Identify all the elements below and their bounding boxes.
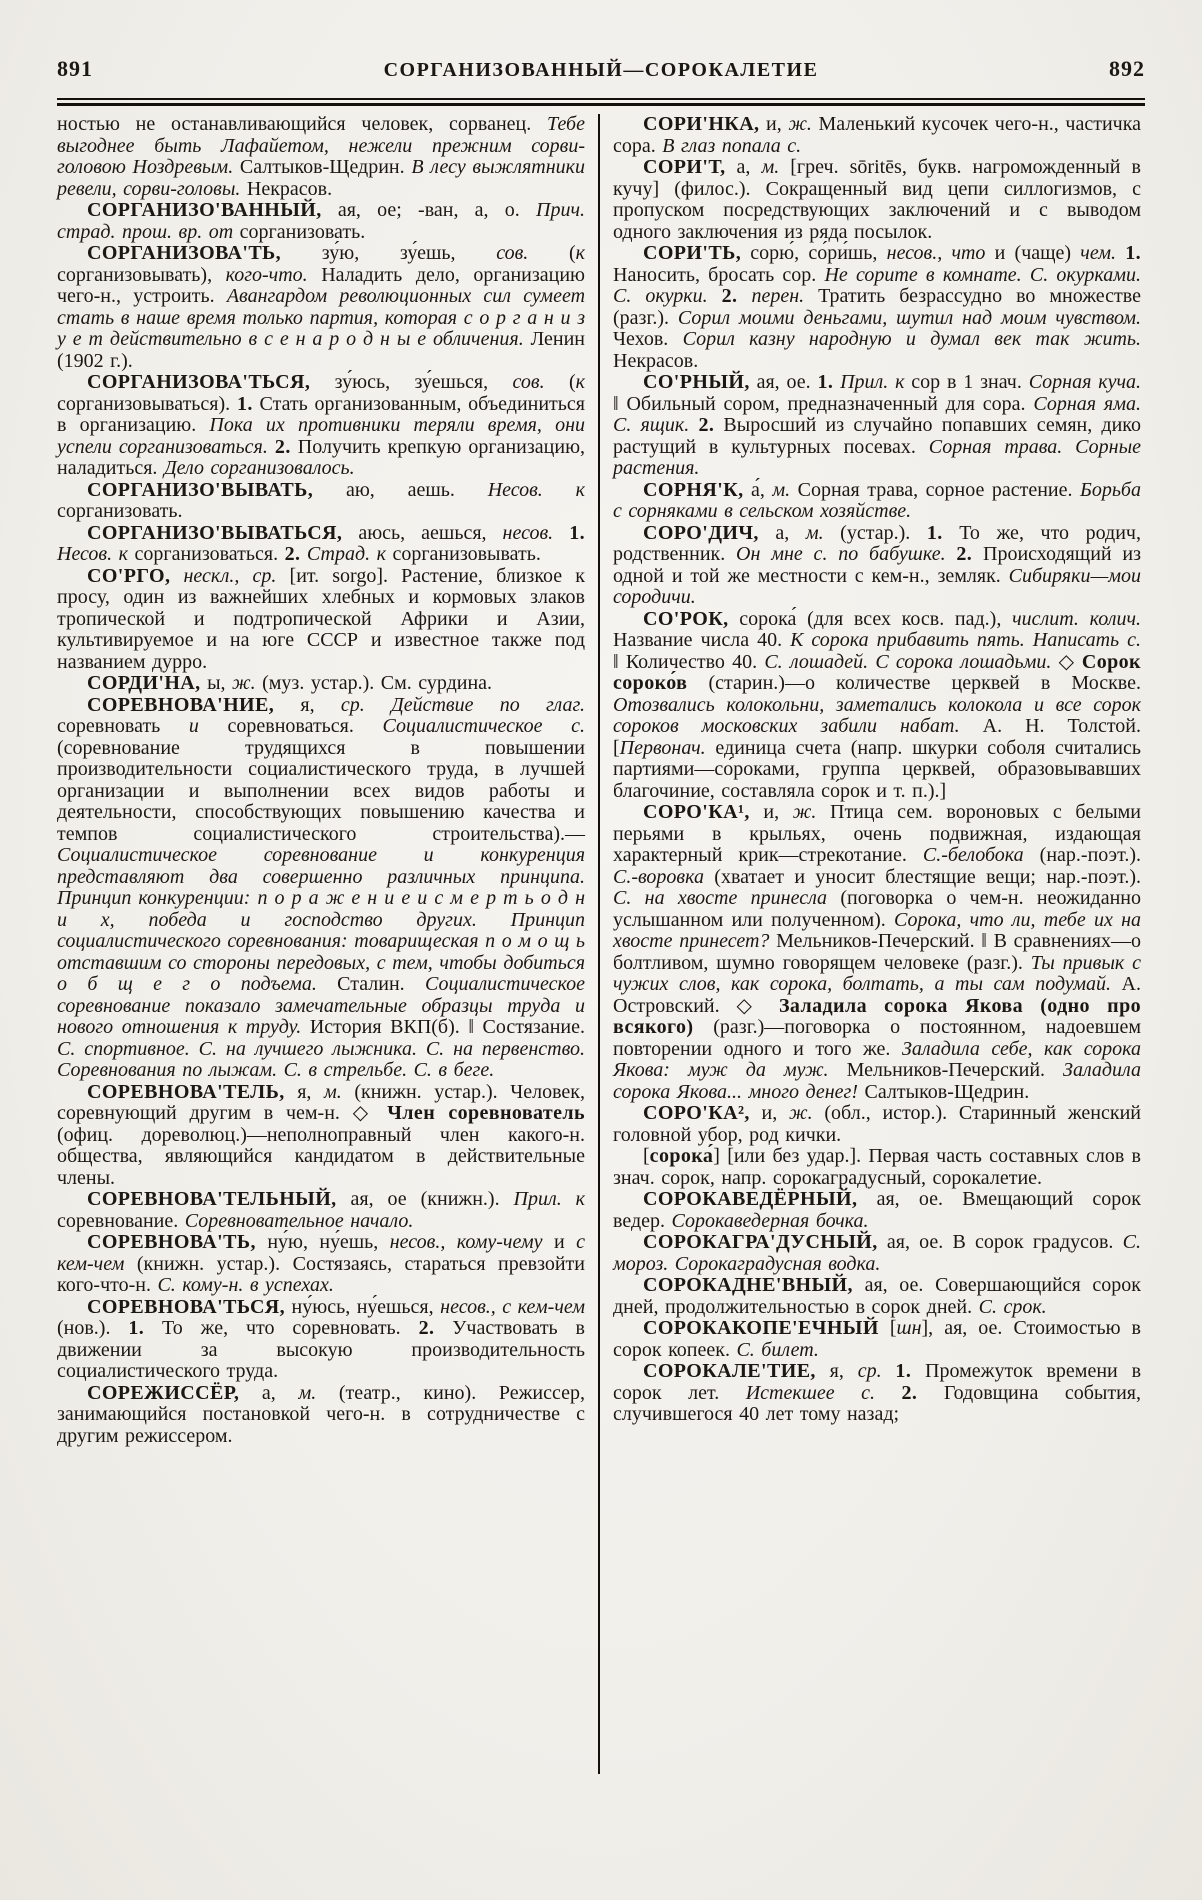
dictionary-entry: СОРГАНИЗОВА'ТЬСЯ, зу́юсь, зу́ешься, сов. (к сорганизовываться). 1. Стать организованным, объединиться в организацию. Пока их противники теряли время, они успели сорганизоваться. 2. Получить крепкую организацию, наладиться. Дело сорганизовалось.: [57, 371, 586, 479]
dictionary-entry: СОРЕВНОВА'ТЬСЯ, ну́юсь, ну́ешься, несов., с кем-чем (нов.). 1. То же, что соревновать. 2. Участвовать в движении за высокую производительность социалистического труда.: [57, 1295, 585, 1382]
headword: СОРГАНИЗОВА'ТЬСЯ,: [87, 371, 311, 393]
headword: СОРГАНИЗОВА'ТЬ,: [87, 242, 282, 264]
headword: СОРГАНИЗО'ВЫВАТЬ,: [87, 478, 314, 501]
headword: СОРИ'Т,: [643, 156, 726, 178]
dictionary-entry: СОРОКАЛЕ'ТИЕ, я, ср. 1. Промежуток времени в сорок лет. Истекшее с. 2. Годовщина события, случившегося 40 лет тому назад;: [613, 1360, 1142, 1425]
headword: СОРЕВНОВА'ТЕЛЬНЫЙ,: [87, 1188, 337, 1210]
headword: СОРДИ'НА,: [87, 672, 201, 694]
headword: СОРГАНИЗО'ВЫВАТЬСЯ,: [87, 521, 343, 544]
headword: СОРНЯ'К,: [643, 478, 744, 501]
headword: СОРО'ДИЧ,: [643, 521, 759, 544]
headword: СОРИ'НКА,: [643, 113, 760, 135]
dictionary-entry: СОРНЯ'К, а́, м. Сорная трава, сорное растение. Борьба с сорняками в сельском хозяйстве.: [613, 478, 1141, 522]
headword: СО'РОК,: [643, 607, 729, 630]
running-title: СОРГАНИЗОВАННЫЙ—СОРОКАЛЕТИЕ: [383, 59, 819, 81]
headword: СОРЕВНОВА'ТЬСЯ,: [87, 1295, 286, 1318]
page-header: [57, 56, 1145, 82]
dictionary-entry: СОРОКАГРА'ДУСНЫЙ, ая, ое. В сорок градусов. С. мороз. Сорокаградусная водка.: [613, 1231, 1141, 1275]
dictionary-entry: СО'РГО, нескл., ср. [ит. sorgo]. Растение, близкое к просу, один из важнейших хлебных и кормовых злаков тропической и подтропической Африки и Азии, культивируемое и на юге СССР и известное также под названием дурро.: [57, 564, 586, 673]
headword: СОРО'КА¹,: [643, 801, 750, 823]
headword: СОРЕВНОВА'ТЬ,: [87, 1231, 256, 1253]
headword: СОРОКАЛЕ'ТИЕ,: [643, 1360, 816, 1382]
headword: СОРЕВНОВА'НИЕ,: [87, 693, 275, 716]
headword: СОРЕВНОВА'ТЕЛЬ,: [87, 1080, 285, 1103]
dictionary-entry: ностью не останавливающийся человек, сорванец. Тебе выгоднее быть Лафайетом, нежели прежним сорви-головою Ноздревым. Салтыков-Щедрин. В лесу выжлятники ревели, сорви-головы. Некрасов.: [57, 113, 585, 200]
dictionary-entry: [сорока́] [или без удар.]. Первая часть составных слов в знач. сорок, напр. сорокаградусный, сорокалетие.: [613, 1145, 1141, 1189]
dictionary-entry: СОРЕВНОВА'ТЕЛЬНЫЙ, ая, ое (книжн.). Прил. к соревнование. Соревновательное начало.: [57, 1188, 585, 1232]
headword: СО'РГО,: [87, 564, 171, 587]
left-column: [57, 114, 585, 1774]
dictionary-entry: СО'РОК, сорока́ (для всех косв. пад.), числит. колич. Название числа 40. К сорока прибавить пять. Написать с. ‖ Количество 40. С. лошадей. С сорока лошадьми. ◇ Сорок сороко́в (старин.)—о количестве церквей в Москве. Отозвались колокольни, заметались колокола и все сорок сороков московских забили набат. А. Н. Толстой. [Первонач. единица счета (напр. шкурки соболя считались партиями—со́роками, группа церквей, образовывавших благочиние, составляла со́рок и т. п.).]: [613, 607, 1142, 802]
headword: СОРО'КА²,: [643, 1102, 750, 1124]
headword: СОРОКАДНЕ'ВНЫЙ,: [643, 1274, 853, 1296]
headword: СОРИ'ТЬ,: [643, 242, 742, 264]
dictionary-entry: СОРО'ДИЧ, а, м. (устар.). 1. То же, что родич, родственник. Он мне с. по бабушке. 2. Происходящий из одной и той же местности с кем-н., земляк. Сибиряки—мои сородичи.: [613, 521, 1141, 608]
dictionary-entry: СОРОКАКОПЕ'ЕЧНЫЙ [шн], ая, ое. Стоимостью в сорок копеек. С. билет.: [613, 1317, 1141, 1361]
headword: СОРОКАГРА'ДУСНЫЙ,: [643, 1231, 878, 1253]
dictionary-entry: СОРИ'ТЬ, сорю́, со́ри́шь, несов., что и (чаще) чем. 1. Наносить, бросать сор. Не сорите в комнате. С. окурками. С. окурки. 2. перен. Тратить безрассудно во множестве (разг.). Сорил моими деньгами, шутил над моим чувством. Чехов. Сорил казну народную и думал век так жить. Некрасов.: [613, 242, 1142, 372]
dictionary-entry: СОРО'КА², и, ж. (обл., истор.). Старинный женский головной убор, род кички.: [613, 1102, 1142, 1146]
headword: СОРОКАВЕДЁРНЫЙ,: [643, 1188, 858, 1210]
dictionary-entry: СОРЕВНОВА'ТЕЛЬ, я, м. (книжн. устар.). Человек, соревнующий другим в чем-н. ◇ Член соревнователь (офиц. дореволюц.)—неполноправный член какого-н. общества, являющийся кандидатом в действительные члены.: [57, 1080, 586, 1189]
text-columns: [57, 114, 1145, 1774]
right-page-number: 892: [1109, 56, 1145, 81]
dictionary-entry: СОРЕВНОВА'НИЕ, я, ср. Действие по глаг. соревновать и соревноваться. Социалистическое с. (соревнование трудящихся в повышении производительности социалистического труда, в лучшей организации и выполнении всех видов работы и деятельности, способствующих повышению качества и темпов социалистического строительства).—Социалистическое соревнование и конкуренция представляют два совершенно различных принципа. Принцип конкуренции: п о р а ж е н и е и с м е р т ь о д н и х, победа и господство других. Принцип социалистического соревнования: товарищеская п о м о щ ь отставшим со стороны передовых, с тем, чтобы добиться о б щ е г о подъема. Сталин. Социалистическое соревнование показало замечательные образцы труда и нового отношения к труду. История ВКП(б). ‖ Состязание. С. спортивное. С. на лучшего лыжника. С. на первенство. Соревнования по лыжам. С. в стрельбе. С. в беге.: [57, 693, 586, 1081]
dictionary-entry: СОРИ'НКА, и, ж. Маленький кусочек чего-н., частичка сора. В глаз попала с.: [613, 113, 1141, 157]
dictionary-entry: СОРИ'Т, а, м. [греч. sōritēs, букв. нагроможденный в кучу] (филос.). Сокращенный вид цепи силлогизмов, с пропуском посредствующих заключений и с выводом одного заключения из ряда посылок.: [613, 156, 1141, 243]
dictionary-entry: СОРЕВНОВА'ТЬ, ну́ю, ну́ешь, несов., кому-чему и с кем-чем (книжн. устар.). Состязаясь, стараться превзойти кого-что-н. С. кому-н. в успехах.: [57, 1231, 585, 1296]
dictionary-entry: СОРО'КА¹, и, ж. Птица сем. вороновых с белыми перьями в крыльях, очень подвижная, издающая характерный крик—стрекотание. С.-белобока (нар.-поэт.). С.-воровка (хватает и уносит блестящие вещи; нар.-поэт.). С. на хвосте принесла (поговорка о чем-н. неожиданно услышанном или полученном). Сорока, что ли, тебе их на хвосте принесет? Мельников-Печерский. ‖ В сравнениях—о болтливом, шумно говорящем человеке (разг.). Ты привык с чужих слов, как сорока, болтать, а ты сам подумай. А. Островский. ◇ Заладила сорока Якова (одно про всякого) (разг.)—поговорка о постоянном, надоевшем повторении одного и того же. Заладила себе, как сорока Якова: муж да муж. Мельников-Печерский. Заладила сорока Якова... много денег! Салтыков-Щедрин.: [613, 801, 1142, 1103]
headword: СО'РНЫЙ,: [643, 371, 750, 393]
column-divider: [598, 114, 600, 1774]
headword: СОРЕЖИССЁР,: [87, 1381, 240, 1404]
dictionary-entry: СОРГАНИЗО'ВАННЫЙ, ая, ое; -ван, а, о. Прич. страд. прош. вр. от сорганизовать.: [57, 199, 585, 243]
dictionary-entry: СОРГАНИЗО'ВЫВАТЬСЯ, аюсь, аешься, несов. 1. Несов. к сорганизоваться. 2. Страд. к сорганизовывать.: [57, 521, 585, 565]
dictionary-entry: СОРГАНИЗОВА'ТЬ, зу́ю, зу́ешь, сов. (к сорганизовывать), кого-что. Наладить дело, организацию чего-н., устроить. Авангардом революционных сил сумеет стать в наше время только партия, которая с о р г а н и з у е т действительно в с е н а р о д н ы е обличения. Ленин (1902 г.).: [57, 242, 586, 372]
dictionary-entry: СОРОКАВЕДЁРНЫЙ, ая, ое. Вмещающий сорок ведер. Сорокаведерная бочка.: [613, 1188, 1141, 1232]
dictionary-entry: СО'РНЫЙ, ая, ое. 1. Прил. к сор в 1 знач. Сорная куча. ‖ Обильный сором, предназначенный для сора. Сорная яма. С. ящик. 2. Выросший из случайно попавших семян, дико растущий в культурных посевах. Сорная трава. Сорные растения.: [613, 371, 1142, 479]
right-column: [613, 114, 1141, 1774]
headword: СОРГАНИЗО'ВАННЫЙ,: [87, 199, 322, 221]
dictionary-entry: СОРЕЖИССЁР, а, м. (театр., кино). Режиссер, занимающийся постановкой чего-н. в сотрудничестве с другим режиссером.: [57, 1381, 585, 1447]
left-page-number: 891: [57, 56, 93, 81]
dictionary-entry: СОРГАНИЗО'ВЫВАТЬ, аю, аешь. Несов. к сорганизовать.: [57, 478, 585, 522]
headword: сорока́: [649, 1145, 714, 1167]
dictionary-entry: СОРОКАДНЕ'ВНЫЙ, ая, ое. Совершающийся сорок дней, продолжительностью в сорок дней. С. срок.: [613, 1274, 1141, 1318]
dictionary-entry: СОРДИ'НА, ы, ж. (муз. устар.). См. сурдина.: [87, 672, 493, 694]
headword: СОРОКАКОПЕ'ЕЧНЫЙ: [643, 1317, 879, 1339]
header-rule: [57, 98, 1145, 106]
